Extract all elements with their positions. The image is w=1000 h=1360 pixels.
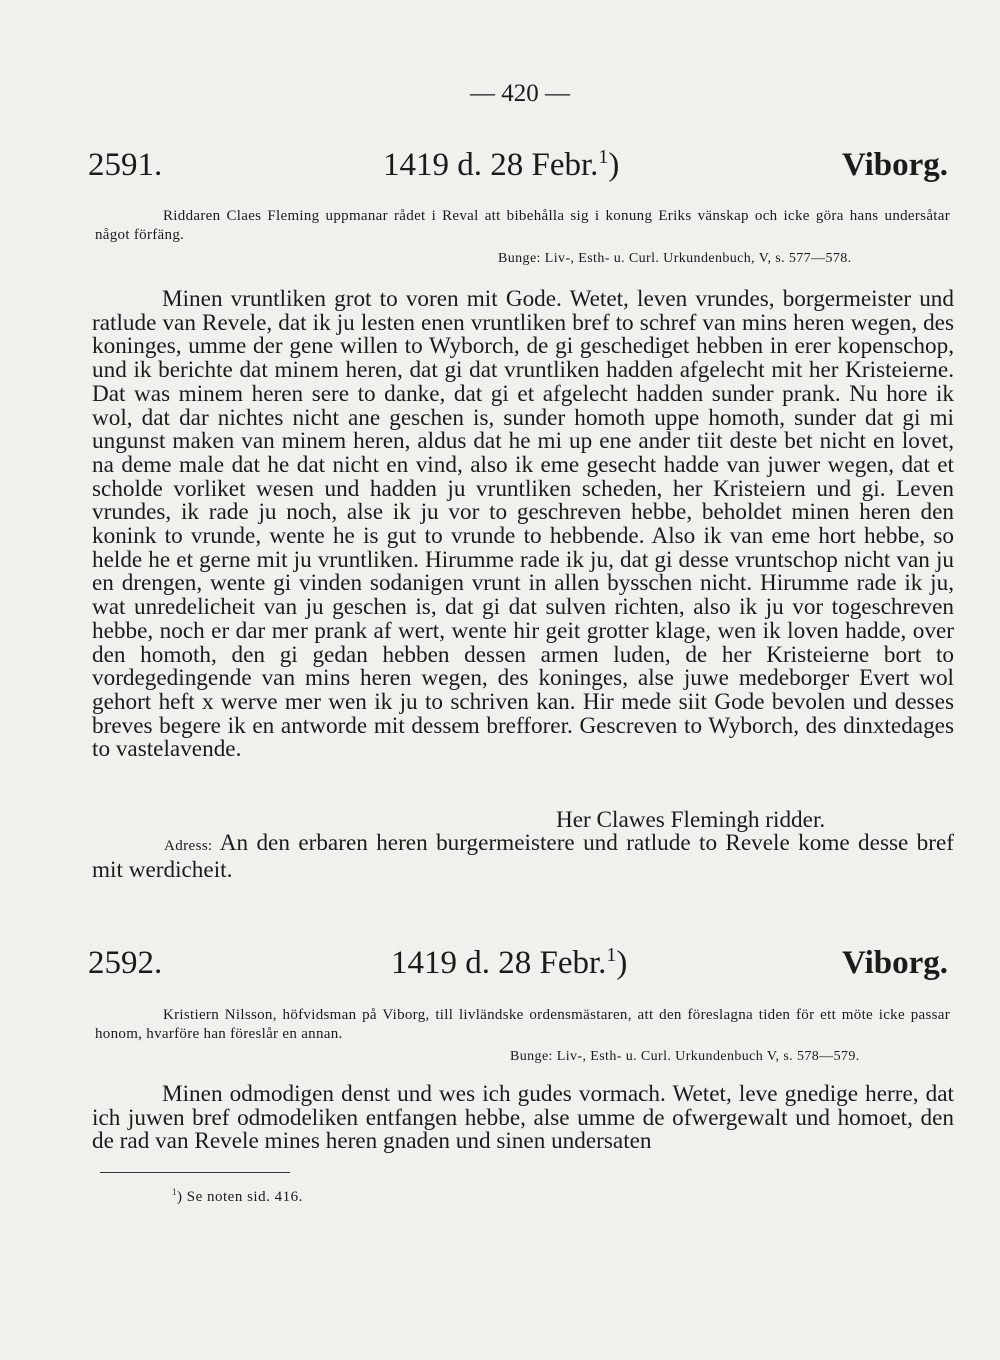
- entry-source-2591: Bunge: Liv-, Esth- u. Curl. Urkundenbuch, V, s. 577—578.: [498, 251, 852, 266]
- entry-place: Viborg.: [841, 147, 948, 183]
- footnote: $^1$) Se noten sid. 416.: [172, 1187, 303, 1205]
- entry-number: 2591.: [88, 147, 163, 183]
- entry-summary-2591: Riddaren Claes Fleming uppmanar rådet i Reval att bibehålla sig i konung Eriks vänskap och icke göra hans undersåtar något förfäng.: [95, 208, 950, 243]
- entry-date: 1419 d. 28 Febr.$^1$): [391, 944, 628, 981]
- address-text: An den erbaren heren burgermeistere und ratlude to Revele kome desse bref mit werdicheit.: [92, 830, 954, 883]
- footnote-rule: [100, 1172, 290, 1173]
- entry-number: 2592.: [88, 945, 163, 981]
- footnote-ref: 1: [606, 944, 617, 966]
- footnote-mark: 1: [172, 1187, 177, 1197]
- entry-header-2591: [88, 147, 948, 193]
- entry-text-2592: Minen odmodigen denst und wes ich gudes vormach. Wetet, leve gnedige herre, dat ich juwen bref odmodeliken entfangen hebbe, alse umme de ofwergewalt und homoet, den de rad van Revele mines heren gnaden und sinen undersaten: [92, 1081, 954, 1155]
- entry-address-2591: [92, 831, 954, 882]
- entry-place: Viborg.: [841, 945, 948, 981]
- entry-text-2591: Minen vruntliken grot to voren mit Gode. Wetet, leven vrundes, borgermeister und ratlude van Revele, dat ik ju lesten enen vruntliken bref to schref van mins heren wegen, des koninges, umme der gene willen to Wyborch, de gi geschediget hebben in erer kopenschop, und ik berichte dat minem heren, dat gi dat vruntliken hadden afgelecht mit her Kristeierne. Dat was minem heren sere to danke, dat gi et afgelecht hadden sunder prank. Nu hore ik wol, dat dar nichtes nicht ane geschen is, sunder homoth uppe homoth, sunder dat gi mi ungunst maken van minem heren, aldus dat he mi up ene ander tiit deste bet nicht en lovet, na deme male dat he dat nicht en vind, also ik eme gesecht hadde van juwer wegen, dat et scholde vorliket wesen und hadden ju vruntliken scheden, her Kristeiern und gi. Leven vrundes, ik rade ju noch, alse ik ju vor to geschreven hebbe, beholdet minen heren den konink to vrunde, wente he is gut to vrunde to hebbende. Also ik van eme hort hebbe, so helde he et gerne mit ju vruntliken. Hirumme rade ik ju, dat gi desse vruntschop nicht van ju en drengen, wente gi vinden sodanigen vrunt in allen bysschen nicht. Hirumme rade ik ju, wat unredelicheit van ju geschen is, dat gi dat sulven richten, also ik ju vor togeschreven hebbe, noch er dar mer prank af wert, wente hir geit grotter klage, wen ik loven hadde, over den homoth, den gi gedan hebben dessen armen luden, de her Kristeierne bort to vordegedingende van mins heren wegen, des koninges, alse juwe medeborger Evert wol gehort heft x werve mer wen ik ju to schriven kan. Hir mede siit Gode bevolen und desses breves begere ik en antworde mit dessem brefforer. Gescreven to Wyborch, des dinxtedages to vastelavende.: [92, 286, 954, 763]
- entry-signature-2591: Her Clawes Flemingh ridder.: [556, 807, 826, 833]
- footnote-ref: 1: [598, 146, 609, 168]
- entry-date: 1419 d. 28 Febr.$^1$): [383, 146, 620, 183]
- footnote-text: Se noten sid. 416.: [186, 1189, 303, 1205]
- address-label: Adress:: [164, 838, 213, 854]
- entry-summary-2592: Kristiern Nilsson, höfvidsman på Viborg, till livländske ordensmästaren, att den föreslagna tiden för ett möte icke passar honom, hvarföre han föreslår en annan.: [95, 1007, 950, 1042]
- entry-source-2592: Bunge: Liv-, Esth- u. Curl. Urkundenbuch V, s. 578—579.: [510, 1049, 860, 1064]
- page-number: — 420 —: [470, 80, 570, 107]
- entry-header-2592: [88, 945, 948, 991]
